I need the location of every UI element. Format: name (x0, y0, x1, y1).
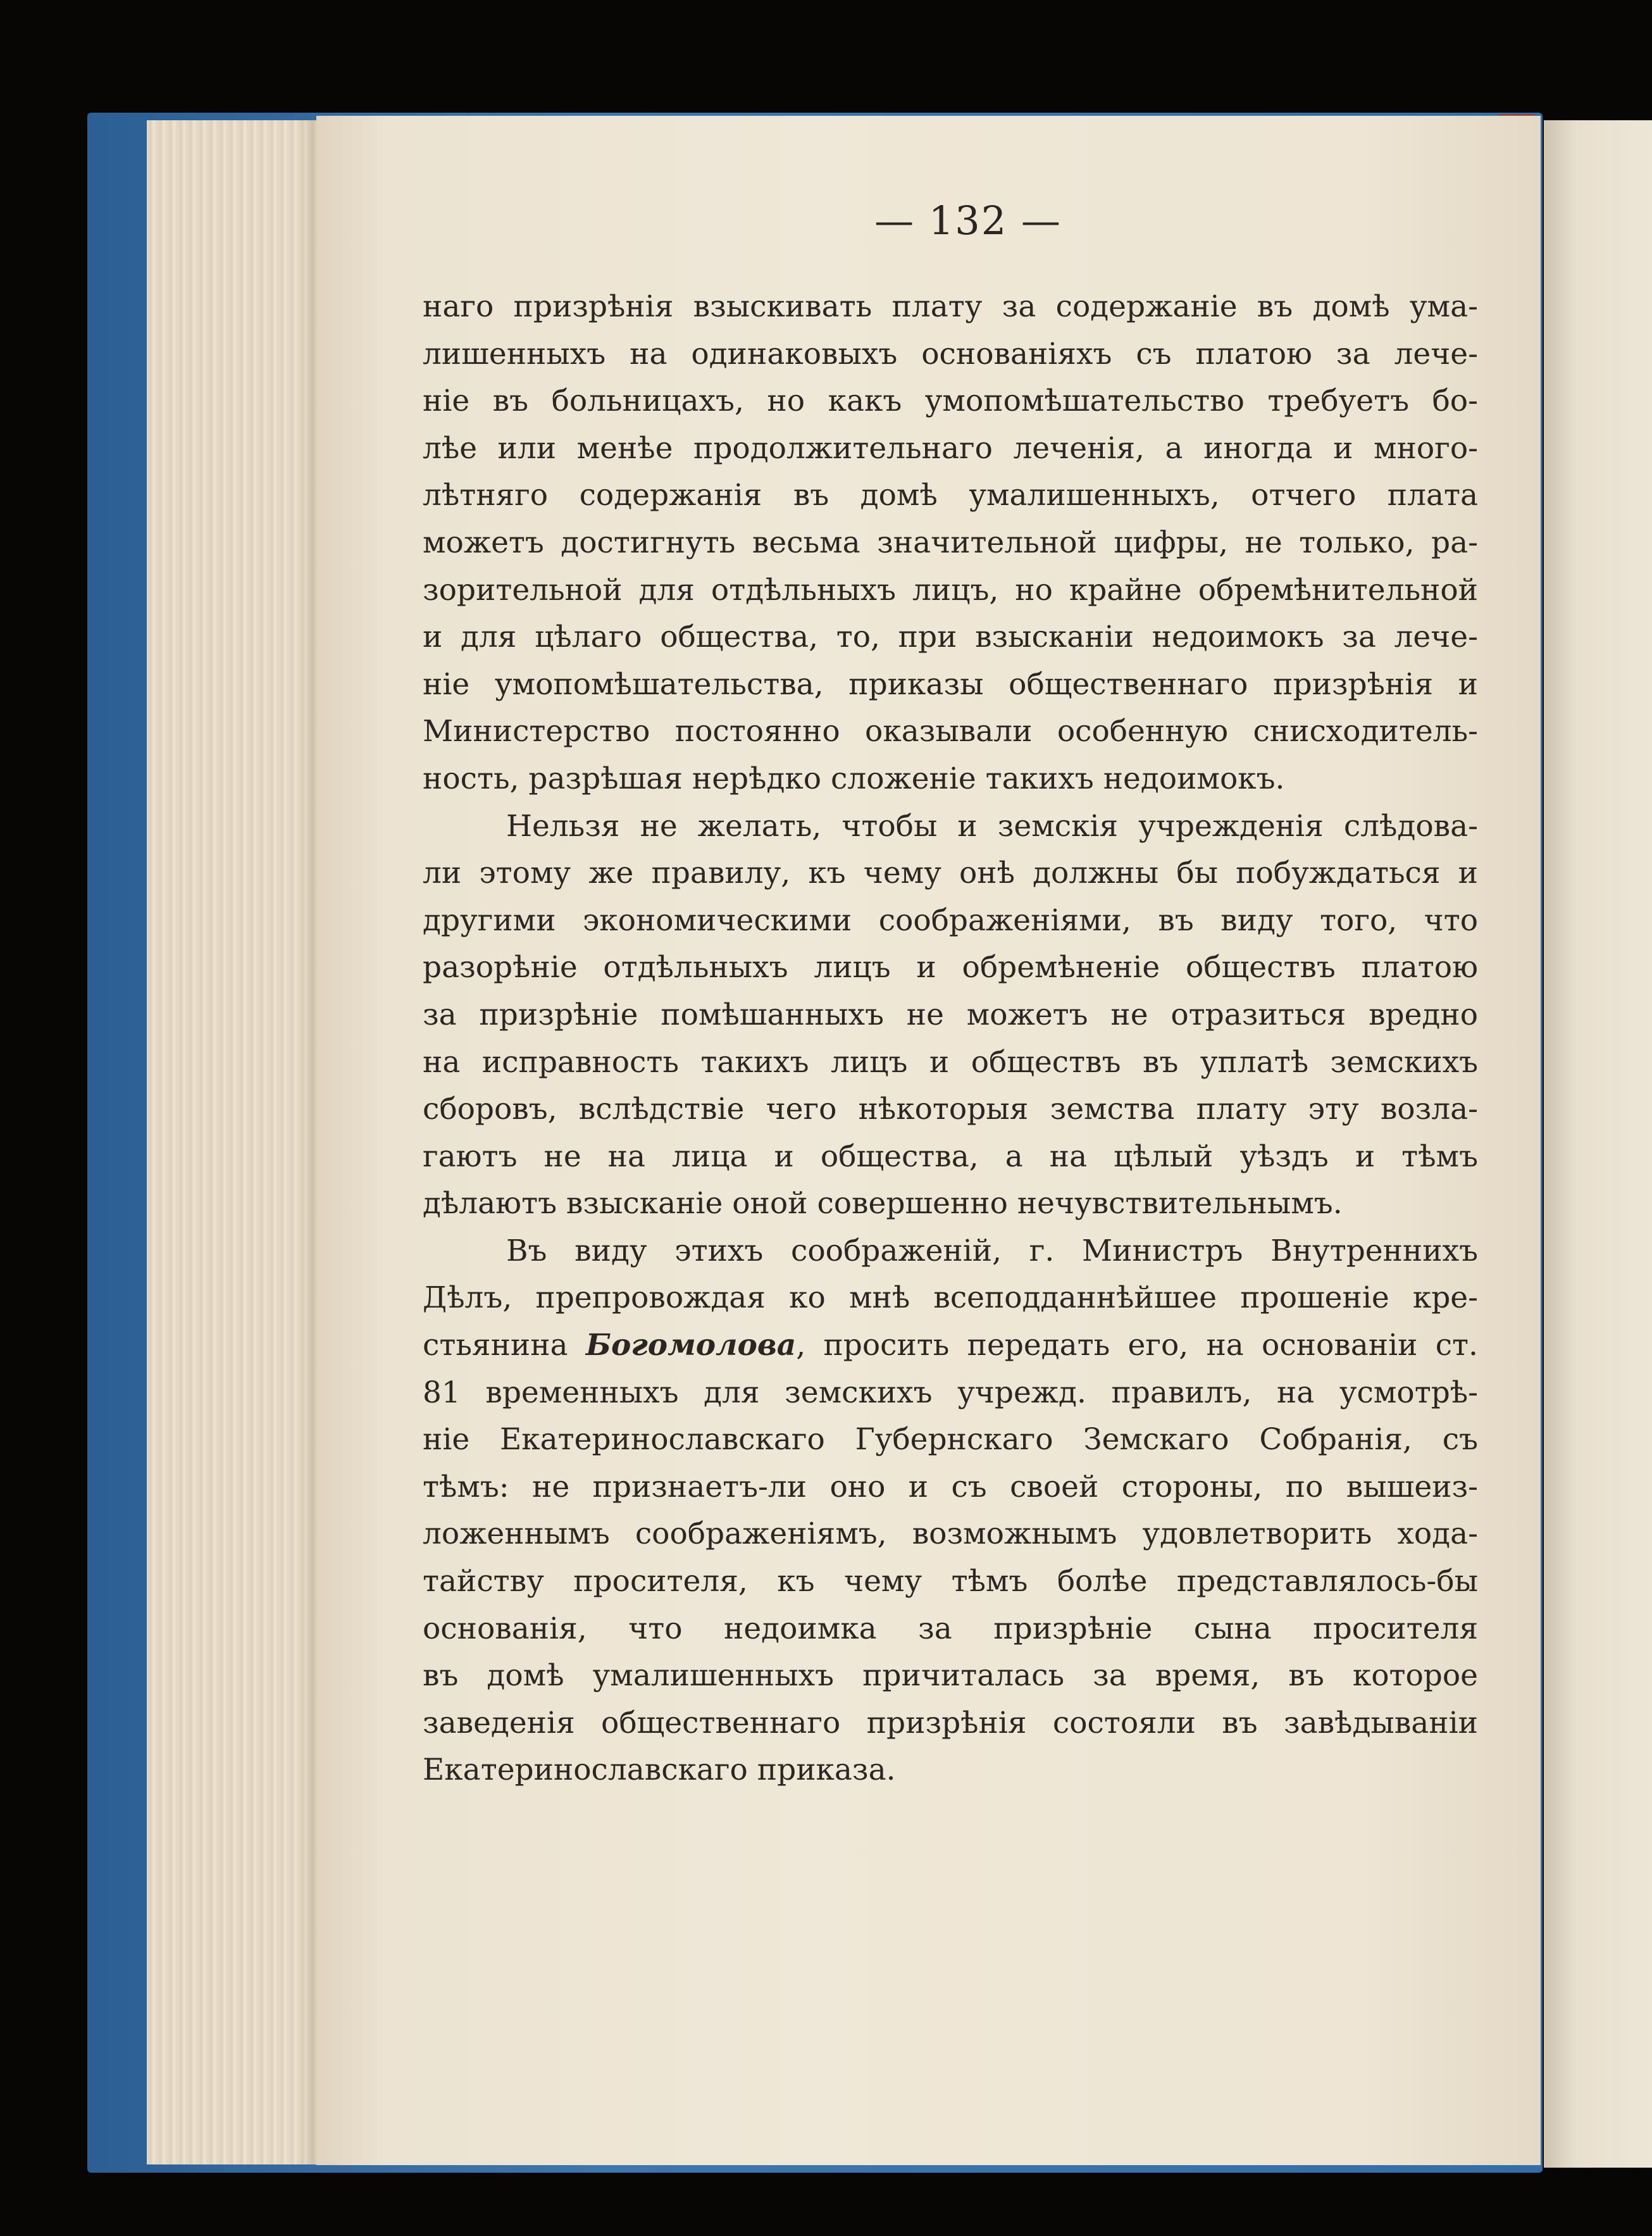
text-line: ложеннымъ соображеніямъ, возможнымъ удовлетворить хода- (423, 1516, 1478, 1552)
text-line: ніе умопомѣшательства, приказы общественнаго призрѣнія и (423, 666, 1478, 702)
text-line: 81 временныхъ для земскихъ учрежд. правилъ, на усмотрѣ- (423, 1375, 1478, 1410)
text-line: за призрѣніе помѣшанныхъ не можетъ не отразиться вредно (423, 997, 1478, 1032)
text-line: Дѣлъ, препровождая ко мнѣ всеподданнѣйшее прошеніе кре- (423, 1280, 1478, 1316)
facing-page (1544, 120, 1652, 2168)
text-line: Министерство постоянно оказывали особенную снисходитель- (423, 714, 1478, 749)
paragraph-start-line: Въ виду этихъ соображеній, г. Министръ Внутреннихъ (506, 1233, 1478, 1268)
text-line: наго призрѣнія взыскивать плату за содержаніе въ домѣ ума- (423, 289, 1478, 324)
text-line: лѣтняго содержанія въ домѣ умалишенныхъ, отчего плата (423, 478, 1478, 513)
text-line: гаютъ не на лица и общества, а на цѣлый уѣздъ и тѣмъ (423, 1139, 1478, 1174)
line-before-name: стьянина (423, 1328, 586, 1363)
paragraph-end-line: дѣлаютъ взысканіе оной совершенно нечувствительнымъ. (423, 1186, 1343, 1221)
text-line: на исправность такихъ лицъ и обществъ въ уплатѣ земскихъ (423, 1044, 1478, 1080)
text-line: тѣмъ: не признаетъ-ли оно и съ своей стороны, по вышеиз- (423, 1469, 1478, 1504)
paragraph-end-line: ность, разрѣшая нерѣдко сложеніе такихъ недоимокъ. (423, 761, 1285, 796)
text-line: зорительной для отдѣльныхъ лицъ, но крайне обремѣнительной (423, 572, 1478, 608)
person-name: Богомолова (585, 1328, 797, 1363)
text-line: можетъ достигнуть весьма значительной цифры, не только, ра- (423, 525, 1478, 560)
text-line: тайству просителя, къ чему тѣмъ болѣе представлялось-бы (423, 1564, 1478, 1599)
page-edges (147, 120, 318, 2164)
text-line: основанія, что недоимка за призрѣніе сына просителя (423, 1611, 1478, 1646)
page-text (423, 284, 1478, 1794)
paragraph-end-line: Екатеринославскаго приказа. (423, 1752, 896, 1788)
text-line: другими экономическими соображеніями, въ виду того, что (423, 903, 1478, 938)
text-line: заведенія общественнаго призрѣнія состояли въ завѣдываніи (423, 1705, 1478, 1740)
text-line: ніе Екатеринославскаго Губернскаго Земскаго Собранія, съ (423, 1422, 1478, 1458)
text-line: сборовъ, вслѣдствіе чего нѣкоторыя земства плату эту возла- (423, 1092, 1478, 1127)
paragraph-start-line: Нельзя не желать, чтобы и земскія учрежденія слѣдова- (506, 808, 1478, 844)
text-line: въ домѣ умалишенныхъ причиталась за время, въ которое (423, 1658, 1478, 1694)
text-line: ніе въ больницахъ, но какъ умопомѣшательство требуетъ бо- (423, 384, 1478, 419)
text-line: лѣе или менѣе продолжительнаго леченія, а иногда и много- (423, 430, 1478, 466)
text-line: и для цѣлаго общества, то, при взысканіи недоимокъ за лече- (423, 620, 1478, 655)
line-after-name: , просить передать его, на основаніи ст. (796, 1328, 1478, 1363)
text-line-with-name (423, 1322, 1478, 1370)
page-number: — 132 — (874, 197, 1062, 244)
text-line: разорѣніе отдѣльныхъ лицъ и обремѣненіе обществъ платою (423, 950, 1478, 985)
text-line: ли этому же правилу, къ чему онѣ должны бы побуждаться и (423, 856, 1478, 891)
text-line: лишенныхъ на одинаковыхъ основаніяхъ съ платою за лече- (423, 336, 1478, 372)
